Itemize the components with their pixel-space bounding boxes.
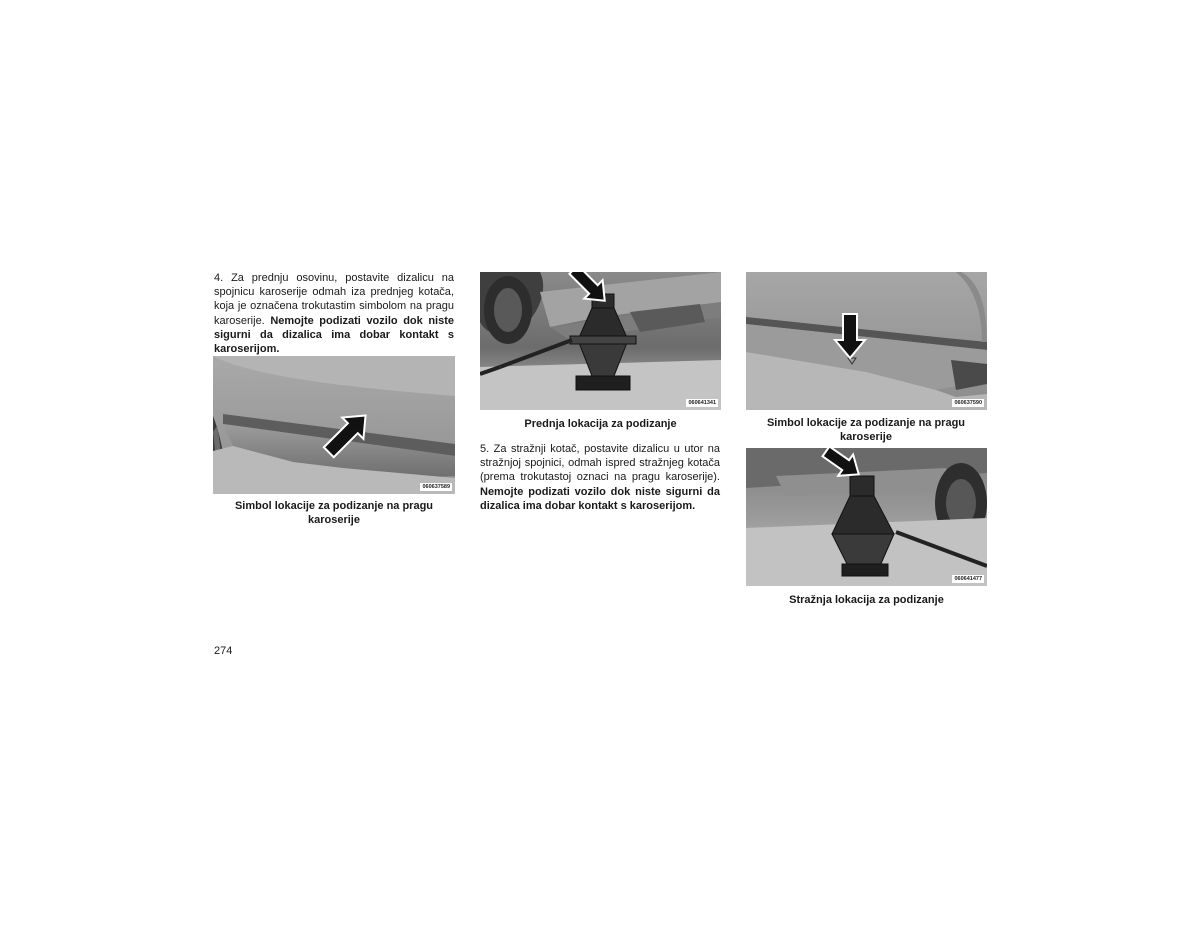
- step-4-warning: Nemojte podizati vozilo dok niste sigurni da dizalica ima dobar kontakt s karoserijom.: [214, 314, 455, 356]
- figure-sill-symbol-rear: [746, 272, 987, 410]
- step-4-text: [214, 271, 454, 356]
- figure-sill-symbol-front: [213, 356, 455, 494]
- figure-code: 060637589: [422, 483, 450, 490]
- figure-caption: Simbol lokacije za podizanje na pragu karoserije: [234, 500, 434, 526]
- figure-caption: Stražnja lokacija za podizanje: [789, 594, 944, 606]
- step-4-normal: 4. Za prednju osovinu, postavite dizalicu na spojnicu karoserije odmah iza prednjeg kotača, koja je označena trokutastim simbolom na pragu karoserije.: [214, 272, 454, 327]
- figure-front-jack-location: [480, 272, 721, 410]
- step-5-text: [480, 442, 720, 513]
- step-5-warning: Nemojte podizati vozilo dok niste sigurni da dizalica ima dobar kontakt s karoserijom.: [480, 485, 720, 512]
- figure-rear-jack-location: [746, 448, 987, 586]
- page-number: 274: [214, 645, 233, 657]
- sill-symbol-rear-illustration: [746, 272, 987, 410]
- figure-caption: Prednja lokacija za podizanje: [524, 418, 677, 430]
- figure-code: 060637590: [954, 399, 982, 406]
- figure-caption: Simbol lokacije za podizanje na pragu karoserije: [766, 417, 966, 443]
- front-jack-illustration: [480, 272, 721, 410]
- figure-code: 060641477: [954, 575, 982, 582]
- step-5-normal: 5. Za stražnji kotač, postavite dizalicu u utor na stražnjoj spojnici, odmah ispred stražnjeg kotača (prema trokutastoj oznaci na pragu karoserije).: [480, 443, 720, 484]
- rear-jack-illustration: [746, 448, 987, 586]
- sill-symbol-front-illustration: [213, 356, 455, 494]
- figure-code: 060641341: [688, 399, 716, 406]
